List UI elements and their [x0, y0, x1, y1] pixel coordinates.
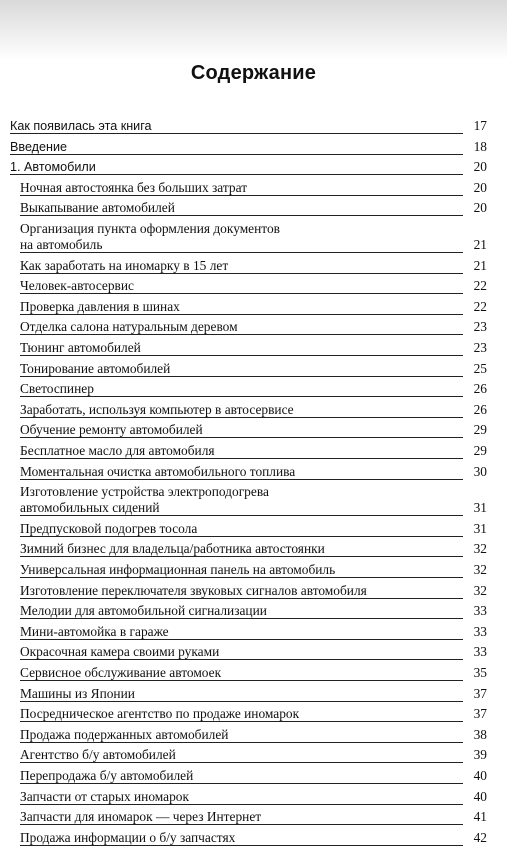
toc-entry[interactable] — [0, 179, 507, 199]
toc-entry-title: Агентство б/у автомобилей — [20, 747, 176, 763]
toc-entry[interactable] — [0, 257, 507, 277]
leader-line — [20, 598, 463, 599]
toc-entry-title: Ночная автостоянка без больших затрат — [20, 179, 248, 195]
toc-entry-title: Изготовление переключателя звуковых сигналов автомобиля — [20, 582, 367, 598]
toc-page-number: 18 — [473, 138, 487, 154]
toc-entry[interactable] — [0, 829, 507, 849]
toc-entry[interactable] — [0, 540, 507, 560]
toc-entry[interactable] — [0, 602, 507, 622]
toc-entry-title: 1. Автомобили — [10, 160, 96, 175]
toc-page-number: 20 — [473, 159, 487, 175]
toc-page-number: 23 — [473, 340, 487, 355]
toc-entry[interactable] — [0, 277, 507, 297]
toc-page-number: 39 — [473, 747, 487, 763]
toc-page-number: 33 — [473, 603, 487, 619]
toc-entry-title: Перепродажа б/у автомобилей — [20, 768, 194, 783]
leader-line — [20, 195, 463, 196]
toc-page-number: 40 — [473, 768, 487, 783]
leader-line — [20, 536, 463, 537]
toc-page-number: 32 — [473, 541, 487, 557]
toc-entry-title: Организация пункта оформления документов — [20, 221, 280, 236]
toc-entry[interactable] — [0, 726, 507, 746]
leader-line — [20, 479, 463, 480]
toc-entry[interactable] — [0, 401, 507, 421]
toc-entry-title: Продажа подержанных автомобилей — [20, 726, 229, 742]
leader-line — [20, 639, 463, 640]
toc-page-number: 37 — [473, 685, 487, 701]
toc-page-number: 31 — [473, 520, 487, 536]
toc-page-number: 20 — [473, 200, 487, 216]
toc-entry[interactable] — [0, 664, 507, 684]
toc-entry-title: Тонирование автомобилей — [20, 360, 171, 376]
scan-shadow — [0, 0, 507, 60]
toc-page-number: 33 — [473, 623, 487, 639]
toc-page-number: 41 — [473, 809, 487, 825]
leader-line — [20, 293, 463, 294]
toc-entry-title: Отделка салона натуральным деревом — [20, 319, 238, 335]
toc-page-number: 17 — [473, 118, 487, 133]
toc-entry-title: Запчасти от старых иномарок — [20, 788, 189, 804]
toc-entry-title: Как появилась эта книга — [10, 119, 152, 133]
toc-entry[interactable] — [0, 380, 507, 400]
toc-page-number: 37 — [473, 706, 487, 722]
toc-page-number: 26 — [473, 401, 487, 417]
toc-entry-title: Универсальная информационная панель на автомобиль — [20, 562, 336, 577]
toc-page-number: 20 — [473, 179, 487, 195]
toc-entry-title: Проверка давления в шинах — [20, 298, 180, 314]
toc-entry-title: Машины из Японии — [20, 685, 135, 701]
toc-entry-title: Сервисное обслуживание автомоек — [20, 665, 222, 680]
toc-entry[interactable] — [0, 318, 507, 338]
toc-page-number: 40 — [473, 788, 487, 804]
toc-entry[interactable] — [0, 117, 507, 137]
leader-line — [20, 804, 463, 805]
leader-line — [20, 376, 463, 377]
toc-entry-title: Изготовление устройства электроподогрева — [20, 484, 269, 500]
toc-page-number: 26 — [473, 381, 487, 397]
toc-page-number: 42 — [473, 829, 487, 845]
toc-entry[interactable] — [0, 483, 507, 520]
toc-entry[interactable] — [0, 421, 507, 441]
toc-entry-title: Тюнинг автомобилей — [20, 340, 141, 355]
toc-page-number: 38 — [473, 726, 487, 742]
toc-entry[interactable] — [0, 158, 507, 178]
toc-entry[interactable] — [0, 520, 507, 540]
toc-entry[interactable] — [0, 442, 507, 462]
toc-page-number: 29 — [473, 443, 487, 458]
leader-line — [20, 556, 463, 557]
toc-page-number: 21 — [473, 257, 487, 273]
leader-line — [20, 458, 463, 459]
leader-line — [20, 273, 463, 274]
toc-entry[interactable] — [0, 623, 507, 643]
leader-line — [20, 762, 463, 763]
toc-entry[interactable] — [0, 788, 507, 808]
toc-page-number: 32 — [473, 582, 487, 598]
leader-line — [20, 701, 463, 702]
toc-entry[interactable] — [0, 685, 507, 705]
toc-page-number: 21 — [473, 237, 487, 252]
toc-entry-title: Мелодии для автомобильной сигнализации — [20, 603, 267, 619]
leader-line — [20, 845, 463, 846]
leader-line — [20, 437, 463, 438]
leader-line — [20, 396, 463, 397]
toc-entry-title-cont: на автомобиль — [20, 237, 103, 252]
leader-line — [20, 215, 463, 216]
toc-entry[interactable] — [0, 339, 507, 359]
toc-entry[interactable] — [0, 138, 507, 158]
leader-line — [20, 618, 463, 619]
leader-line — [20, 355, 463, 356]
toc-page-number: 29 — [473, 422, 487, 438]
toc-entry-title: Заработать, используя компьютер в автосервисе — [20, 401, 294, 417]
leader-line — [20, 417, 463, 418]
leader-line — [20, 659, 463, 660]
toc-entry[interactable] — [0, 767, 507, 787]
toc-entry-title: Как заработать на иномарку в 15 лет — [20, 257, 229, 273]
leader-line — [20, 515, 463, 516]
page-title: Содержание — [190, 62, 317, 84]
toc-entry-title: Зимний бизнес для владельца/работника автостоянки — [20, 541, 325, 557]
toc-entry[interactable] — [0, 463, 507, 483]
toc-entry[interactable] — [0, 199, 507, 219]
toc-page-number: 23 — [473, 319, 487, 335]
toc-entry[interactable] — [0, 705, 507, 725]
toc-entry-title: Продажа информации о б/у запчастях — [20, 829, 236, 845]
toc-entry[interactable] — [0, 298, 507, 318]
toc-entry-title: Обучение ремонту автомобилей — [20, 422, 203, 438]
leader-line — [10, 174, 463, 175]
toc-entry-title: Бесплатное масло для автомобиля — [20, 443, 215, 458]
leader-line — [20, 824, 463, 825]
leader-line — [20, 742, 463, 743]
toc-entry-title: Запчасти для иномарок — через Интернет — [20, 809, 262, 825]
leader-line — [10, 133, 463, 134]
toc-entry-title: Предпусковой подогрев тосола — [20, 520, 198, 536]
toc-page-number: 30 — [473, 463, 487, 479]
toc-page-number: 22 — [473, 278, 487, 294]
toc-entry[interactable] — [0, 220, 507, 257]
toc-entry[interactable] — [0, 360, 507, 380]
toc-page-number: 33 — [473, 644, 487, 660]
toc-entry-title: Моментальная очистка автомобильного топлива — [20, 463, 296, 479]
toc-entry-title: Выкапывание автомобилей — [20, 200, 175, 216]
toc-page-number: 35 — [473, 665, 487, 680]
toc-page-number: 32 — [473, 562, 487, 577]
leader-line — [20, 334, 463, 335]
toc-page-number: 25 — [473, 360, 487, 376]
toc-entry-title: Посредническое агентство по продаже иномарок — [20, 706, 300, 722]
toc-entry[interactable] — [0, 582, 507, 602]
toc-entry-title: Окрасочная камера своими руками — [20, 644, 220, 660]
toc-entry[interactable] — [0, 561, 507, 581]
leader-line — [20, 577, 463, 578]
toc-entry-title: Введение — [10, 139, 68, 154]
toc-entry-title: Светоспинер — [20, 381, 94, 397]
toc-entry[interactable] — [0, 746, 507, 766]
toc-entry-title: Мини-автомойка в гараже — [20, 623, 169, 639]
toc-entry-title: Человек-автосервис — [20, 278, 134, 294]
leader-line — [20, 314, 463, 315]
toc-entry-title-cont: автомобильных сидений — [20, 500, 160, 516]
toc-entry[interactable] — [0, 643, 507, 663]
leader-line — [20, 721, 463, 722]
toc-page-number: 22 — [473, 298, 487, 314]
leader-line — [20, 252, 463, 253]
toc-page-number: 31 — [473, 500, 487, 516]
leader-line — [10, 154, 463, 155]
leader-line — [20, 680, 463, 681]
leader-line — [20, 783, 463, 784]
toc-entry[interactable] — [0, 808, 507, 828]
